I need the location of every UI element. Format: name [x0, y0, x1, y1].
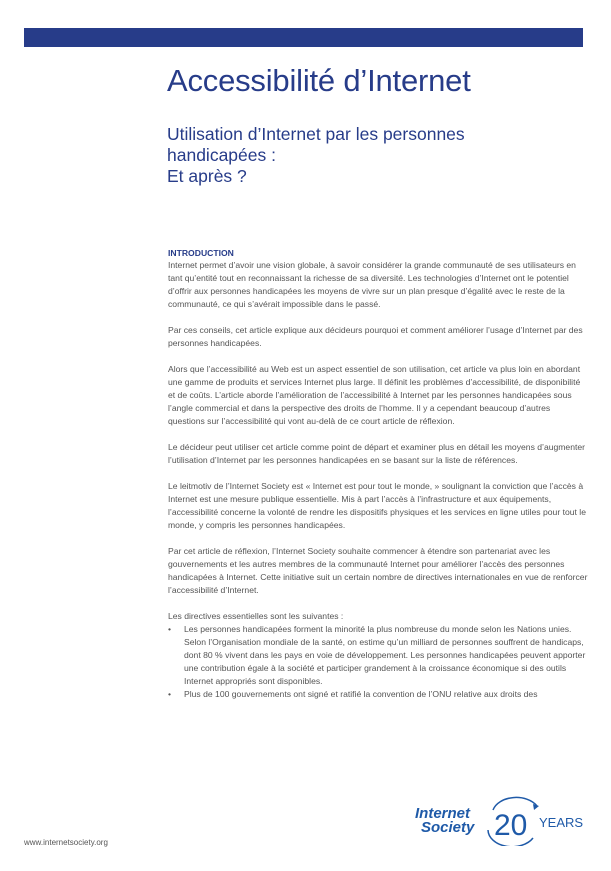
- list-item: • Plus de 100 gouvernements ont signé et ratifié la convention de l’ONU relative aux droits des: [168, 688, 588, 701]
- header-bar: [24, 28, 583, 47]
- paragraph: Par ces conseils, cet article explique aux décideurs pourquoi et comment améliorer l’usage d’Internet par des personnes handicapées.: [168, 325, 583, 348]
- logo-text-society: Society: [421, 819, 475, 836]
- logo-text-internet: Internet: [415, 805, 471, 822]
- anniversary-mark: [488, 797, 539, 846]
- paragraph: Par cet article de réflexion, l’Internet Society souhaite commencer à étendre son partenariat avec les gouvernements et les autres membres de la communauté Internet pour améliorer l’accès des personnes handicapées à Internet. Cette initiative suit un certain nombre de directives internationales en vue de renforcer l’accessibilité d’Internet.: [168, 546, 588, 595]
- footer-url[interactable]: www.internetsociety.org: [24, 838, 108, 847]
- subtitle-line: Utilisation d’Internet par les personnes: [167, 124, 465, 144]
- subtitle-line: handicapées :: [167, 145, 276, 165]
- paragraph: Alors que l’accessibilité au Web est un aspect essentiel de son utilisation, cet article va plus loin en abordant une gamme de produits et services Internet plus large. Il définit les problèmes d’accessibilité, de disponibilité et de coûts. L’article aborde l’amélioration de l’accessibilité à Internet par les personnes handicapées sous l’angle commercial et dans la perspective des droits de l’homme. Il y a cependant beaucoup d’autres questions sur l’accessibilité qui vont au-delà de ce court article de réflexion.: [168, 364, 581, 426]
- internet-society-logo: [415, 796, 585, 846]
- logo-number: 20: [494, 809, 528, 842]
- page-subtitle: [167, 124, 465, 187]
- article-body: [168, 248, 588, 701]
- paragraph: Le décideur peut utiliser cet article comme point de départ et examiner plus en détail les moyens d’augmenter l’utilisation d’Internet par les personnes handicapées en se basant sur la liste de références.: [168, 442, 586, 465]
- list-intro: Les directives essentielles sont les suivantes :: [168, 611, 344, 621]
- list-item: • Les personnes handicapées forment la minorité la plus nombreuse du monde selon les Nations unies. Selon l’Organisation mondiale de la santé, on estime qu’un milliard de personnes souffrent de handicaps, dont 80 % vivent dans les pays en voie de développement. Les personnes handicapées peuvent apporter une contribution égale à la société et participer grandement à la croissance économique si des outils Internet appropriés sont disponibles.: [168, 623, 588, 688]
- page-title: Accessibilité d’Internet: [167, 63, 471, 98]
- logo-text-years: YEARS: [539, 815, 584, 830]
- section-heading: INTRODUCTION: [168, 248, 234, 258]
- bullet-list: [168, 623, 588, 701]
- subtitle-line: Et après ?: [167, 166, 247, 186]
- paragraph: Internet permet d’avoir une vision globale, à savoir considérer la grande communauté de ses utilisateurs en tant qu’entité tout en reconnaissant la richesse de sa diversité. Les technologies d’Internet ont le potentiel d’offrir aux personnes handicapées les moyens de vivre sur un plan presque d’égalité avec le reste de la communauté, ce qui s’avérait impossible dans le passé.: [168, 260, 576, 309]
- paragraph: Le leitmotiv de l’Internet Society est « Internet est pour tout le monde, » soulignant la conviction que l’accès à Internet est une mesure publique essentielle. Mis à part l’accès à l’infrastructure et aux équipements, l’accessibilité concerne la volonté de rendre les dispositifs physiques et les services en ligne utiles pour tout le monde, y compris les personnes handicapées.: [168, 481, 586, 530]
